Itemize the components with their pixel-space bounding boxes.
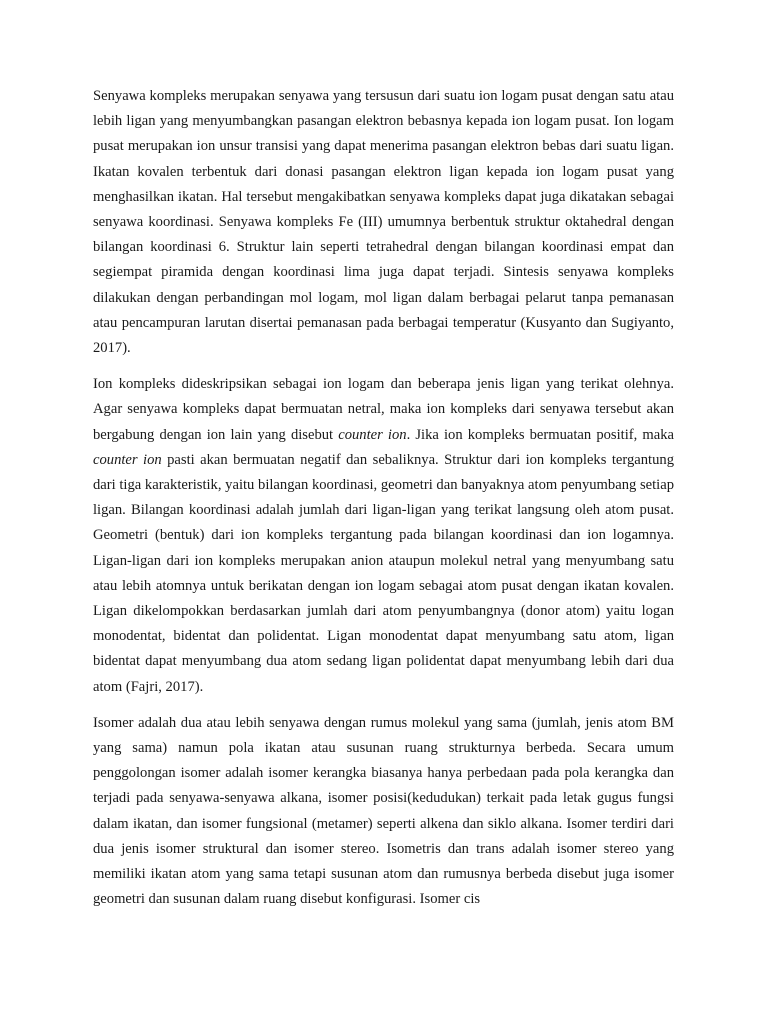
paragraph-2-text-a: Ion kompleks dideskripsikan sebagai ion logam dan beberapa jenis ligan yang terikat olehnya. Agar senyawa kompleks dapat bermuatan netral, maka ion kompleks dari senyawa tersebut akan bergabung dengan ion lain yang disebut <box>93 376 674 443</box>
paragraph-2 <box>93 372 674 700</box>
document-page <box>93 84 674 924</box>
paragraph-3 <box>93 711 674 913</box>
paragraph-2-text-c: pasti akan bermuatan negatif dan sebaliknya. Struktur dari ion kompleks tergantung dari tiga karakteristik, yaitu bilangan koordinasi, geometri dan banyaknya atom penyumbang setiap ligan. Bilangan koordinasi adalah jumlah dari ligan-ligan yang terikat langsung oleh atom pusat. Geometri (bentuk) dari ion kompleks tergantung pada bilangan koordinasi dan ion logamnya. Ligan-ligan dari ion kompleks merupakan anion ataupun molekul netral yang menyumbang satu atau lebih atomnya untuk berikatan dengan ion logam sebagai atom pusat dengan ikatan kovalen. Ligan dikelompokkan berdasarkan jumlah dari atom penyumbangnya (donor atom) yaitu logan monodentat, bidentat dan polidentat. Ligan monodentat dapat menyumbang satu atom, ligan bidentat dapat menyumbang dua atom sedang ligan polidentat dapat menyumbang lebih dari dua atom (Fajri, 2017). <box>93 451 674 695</box>
paragraph-2-text-b: . Jika ion kompleks bermuatan positif, maka <box>406 426 674 443</box>
paragraph-1-text: Senyawa kompleks merupakan senyawa yang tersusun dari suatu ion logam pusat dengan satu atau lebih ligan yang menyumbangkan pasangan elektron bebasnya kepada ion logam pusat. Ion logam pusat merupakan ion unsur transisi yang dapat menerima pasangan elektron bebas dari suatu ligan. Ikatan kovalen terbentuk dari donasi pasangan elektron ligan kepada ion logam pusat yang menghasilkan ikatan. Hal tersebut mengakibatkan senyawa kompleks dapat juga dikatakan sebagai senyawa koordinasi. Senyawa kompleks Fe (III) umumnya berbentuk struktur oktahedral dengan bilangan koordinasi 6. Struktur lain seperti tetrahedral dengan bilangan koordinasi empat dan segiempat piramida dengan koordinasi lima juga dapat terjadi. Sintesis senyawa kompleks dilakukan dengan perbandingan mol logam, mol ligan dalam berbagai pelarut tanpa pemanasan atau pencampuran larutan disertai pemanasan pada berbagai temperatur (Kusyanto dan Sugiyanto, 2017). <box>93 88 674 357</box>
term-counter-ion: counter ion <box>338 426 407 443</box>
term-counter-ion: counter ion <box>93 451 162 468</box>
paragraph-1 <box>93 84 674 361</box>
paragraph-3-text: Isomer adalah dua atau lebih senyawa dengan rumus molekul yang sama (jumlah, jenis atom BM yang sama) namun pola ikatan atau susunan ruang strukturnya berbeda. Secara umum penggolongan isomer adalah isomer kerangka biasanya hanya perbedaan pada pola kerangka dan terjadi pada senyawa-senyawa alkana, isomer posisi(kedudukan) terkait pada letak gugus fungsi dalam ikatan, dan isomer fungsional (metamer) seperti alkena dan siklo alkana. Isomer terdiri dari dua jenis isomer struktural dan isomer stereo. Isometris dan trans adalah isomer stereo yang memiliki ikatan atom yang sama tetapi susunan atom dan rumusnya berbeda disebut juga isomer geometri dan susunan dalam ruang disebut konfigurasi. Isomer cis <box>93 714 674 908</box>
